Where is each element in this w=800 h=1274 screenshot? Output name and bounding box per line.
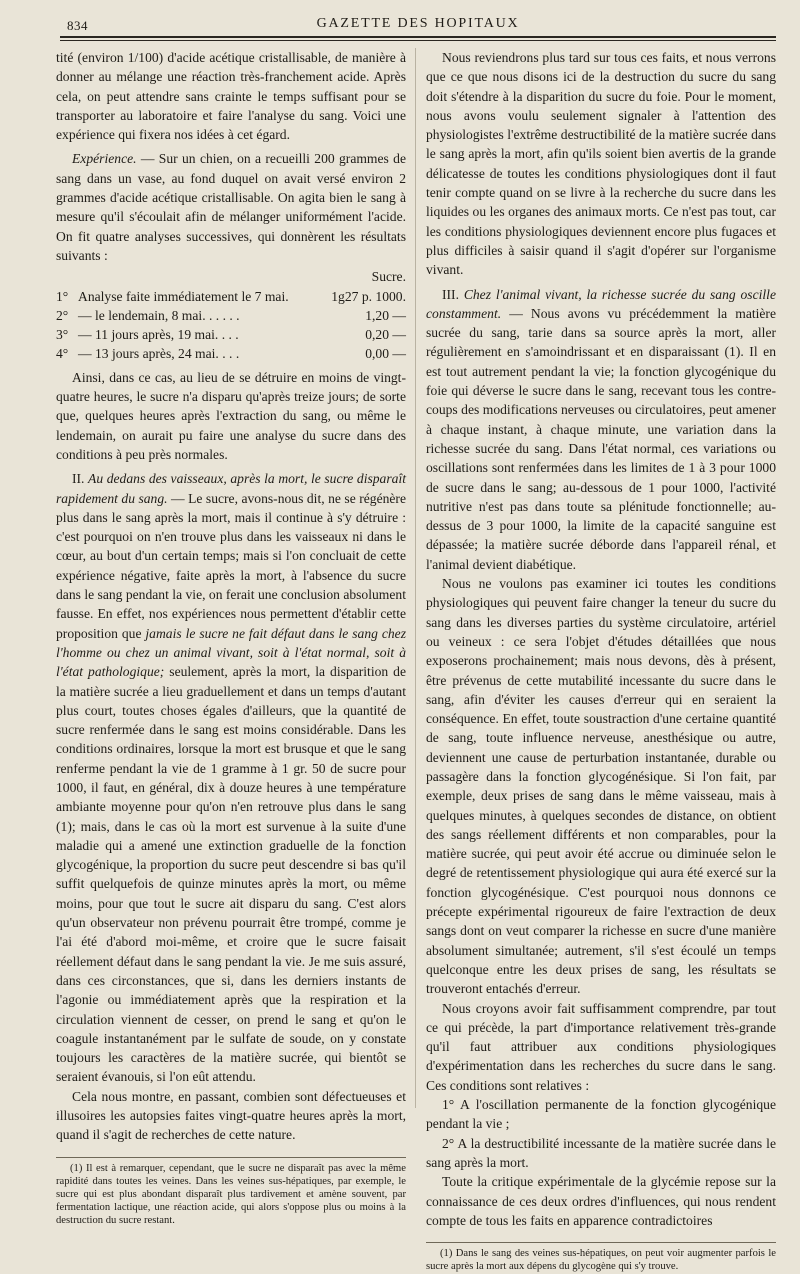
header-rule-thin xyxy=(60,40,776,41)
row-value: 1g27 p. 1000. xyxy=(331,288,406,304)
page-header xyxy=(60,10,776,34)
row-description: — 11 jours après, 19 mai. . . . xyxy=(78,327,239,343)
experiment-lead: Expérience. xyxy=(72,151,137,167)
row-number: 4° xyxy=(56,346,69,362)
page-number: 834 xyxy=(67,18,88,33)
column-divider xyxy=(415,48,416,1108)
section-iii-paragraph xyxy=(426,285,776,574)
left-paragraph-5: Cela nous montre, en passant, combien sont défectueuses et illusoires les autopsies faites vingt-quatre heures après la mort, quand il s'agit de recherches de cette nature. xyxy=(56,1088,406,1143)
left-column xyxy=(56,48,406,1228)
section-iii-lead: Chez l'animal vivant, la richesse sucrée du sang oscille constamment. xyxy=(426,286,776,321)
row-number: 3° xyxy=(56,327,69,343)
row-number: 2° xyxy=(56,307,69,323)
row-value: 1,20 — xyxy=(365,307,406,323)
row-value: 0,20 — xyxy=(365,327,406,343)
right-paragraph-1: Nous reviendrons plus tard sur tous ces faits, et nous verrons que ce que nous disons ici de la destruction du sucre du sang doit s'étendre à la disparition du sucre du foie. Pour le moment, nous avons voulu seulement signaler à l'attention des physiologistes l'extrême destructibilité de la matière sucrée dans le sang après la mort, afin qu'ils soient bien avertis de la grande délicatesse de toutes les conditions physiologiques dont il faut tenir compte quand on se livre à la recherche du sucre dans les liquides ou les organes des animaux morts. Ce n'est pas tout, car les conditions physiologiques deviennent encore plus fugaces et plus difficiles à saisir quand il s'agit d'opérer sur l'organisme vivant. xyxy=(426,50,776,278)
section-iii-text: — Nous avons vu précédemment la matière sucrée du sang, tarie dans sa source après la mort, aller régulièrement en s'amoindrissant et en disparaissant (1). Il en est tout autrement pendant la vie; la fonction glycogénique du foie qui déverse le sucre dans le sang, recevant tous les contre-coups des modifications nerveuses ou circulatoires, peut amener à chaque instant, à chaque minute, une variation dans la richesse sucrée du sang. Dans l'état normal, ces variations ou oscillations sont renfermées dans les limites de 1 à 3 pour 1000 de sucre dans le sang; au-dessous de 1 pour 1000, l'activité nutritive n'est pas dans toute sa plénitude fonctionnelle; au-dessus de 3 pour 1000, la limite de la capacité sanguine est dépassée; la matière sucrée déborde dans l'appareil rénal, et l'animal devient diabétique. xyxy=(426,305,776,572)
section-ii-text-a: — Le sucre, avons-nous dit, ne se régénère plus dans le sang après la mort, mais il continue à s'y détruire : c'est pourquoi on n'en trouve plus dans les vaisseaux ni dans le cœur, au bout d'un certain temps; mais si l'on concluait de cette expérience négative, faite après la mort, à l'absence du sucre dans le sang pendant la vie, on ferait une conclusion absolument fausse. En effet, nos expériences nous permettent d'établir cette proposition que xyxy=(56,490,406,641)
experiment-paragraph xyxy=(56,149,406,265)
left-footnotes xyxy=(56,1157,406,1228)
section-ii-text-b: seulement, après la mort, la disparition de la matière sucrée a lieu graduellement et dans un temps d'autant plus court, toutes choses égales d'ailleurs, que la quantité de sucre renfermée dans le sang est moins considérable. Dans les conditions ordinaires, lorsque la mort est brusque et que le sang renferme pendant la vie de 1 gramme à 1 gr. 50 de sucre pour 1000, il faut, en général, dix à douze heures à une température ambiante moyenne pour qu'on n'en retrouve plus dans le sang (1); mais, dans le cas où la mort est survenue à la suite d'une maladie qui a amené une extinction graduelle de la fonction glycogénique, la proportion du sucre peut descendre si bas qu'il suffit quelquefois de quinze minutes après la mort, ou même moins, pour que tout le sucre ait disparu du sang. C'est alors qu'un observateur non prévenu pourrait être trompé, comme je l'ai été d'abord moi-même, et croire que le sucre faisait réellement défaut dans le sang pendant la vie. Je me suis assuré, dans ces circonstances, que si, dans les derniers instants de l'agonie ou immédiatement après que la respiration et la circulation viennent de cesser, on prend le sang et qu'on le coagule instantanément par le sulfate de soude, on y constate toujours les caractères de la matière sucrée, qui bientôt se seraient évanouis, si l'on eût attendu. xyxy=(56,664,406,1085)
row-number: 1° xyxy=(56,288,69,304)
row-description: Analyse faite immédiatement le 7 mai. xyxy=(78,288,289,304)
row-description: — le lendemain, 8 mai. . . . . . xyxy=(78,307,240,323)
table-header-row xyxy=(56,267,406,286)
right-paragraph-7: Toute la critique expérimentale de la glycémie repose sur la connaissance de ces deux ordres d'influences, qui nous rendent compte de tous les faits en apparence contradictoires xyxy=(426,1174,776,1228)
row-description: — 13 jours après, 24 mai. . . . xyxy=(78,346,240,362)
section-ii-italic-proposition: jamais le sucre ne fait défaut dans le sang chez l'homme ou chez un animal vivant, soit à l'état normal, soit à l'état pathologique; xyxy=(56,625,406,680)
section-iii-number: III. xyxy=(442,286,459,302)
left-paragraph-3: Ainsi, dans ce cas, au lieu de se détruire en moins de vingt-quatre heures, le sucre n'a disparu qu'après treize jours; de sorte que, quelques heures après l'extraction du sang, ou même le lendemain, on aurait pu faire une analyse du sucre dans des conditions à peu près normales. xyxy=(56,369,406,462)
right-footnotes xyxy=(426,1242,776,1273)
right-list-item-2: 2° A la destructibilité incessante de la matière sucrée dans le sang après la mort. xyxy=(426,1135,776,1170)
row-value: 0,00 — xyxy=(365,346,406,362)
header-rule-thick xyxy=(60,36,776,38)
table-row xyxy=(56,325,406,344)
running-title: GAZETTE DES HOPITAUX xyxy=(316,16,520,31)
left-footnote: (1) Il est à remarquer, cependant, que le sucre ne disparaît pas avec la même rapidité dans toutes les veines. Dans les veines sus-hépatiques, par exemple, le sucre qui est plus abondant disparaît plus tardivement et amène souvent, par fermentation lactique, une réaction acide, qui alors s'oppose plus ou moins à la destruction du sucre restant. xyxy=(56,1162,406,1227)
right-footnote: (1) Dans le sang des veines sus-hépatiques, on peut voir augmenter parfois le sucre après la mort aux dépens du glycogène qui s'y trouve. xyxy=(426,1248,776,1273)
section-ii-number: II. xyxy=(72,471,85,487)
table-row xyxy=(56,344,406,363)
table-row xyxy=(56,306,406,325)
right-list-item-1: 1° A l'oscillation permanente de la fonction glycogénique pendant la vie ; xyxy=(426,1097,776,1132)
right-column xyxy=(426,48,776,1274)
section-ii-lead: Au dedans des vaisseaux, après la mort, le sucre disparaît rapidement du sang. xyxy=(56,471,406,506)
experiment-text: — Sur un chien, on a recueilli 200 grammes de sang dans un vase, au fond duquel on avait versé environ 2 grammes d'acide acétique cristallisable. On agita bien le sang à mesure qu'il s'écoulait afin de mélanger uniformément l'acide. On fit quatre analyses successives, qui donnèrent les résultats suivants : xyxy=(56,151,406,263)
table-row xyxy=(56,287,406,306)
right-paragraph-4: Nous croyons avoir fait suffisamment comprendre, par tout ce qui précède, la part d'importance relativement très-grande qu'il faut attribuer aux conditions physiologiques d'expérimentation dans les recherches du sucre dans le sang. Ces conditions sont relatives : xyxy=(426,1000,776,1093)
left-paragraph-1: tité (environ 1/100) d'acide acétique cristallisable, de manière à donner au mélange une réaction très-franchement acide. Après cela, on peut attendre sans crainte le temps suffisant pour se transporter au laboratoire et faire l'analyse du sang. Voici une expérience qui fixera nos idées à cet égard. xyxy=(56,50,406,143)
right-paragraph-3: Nous ne voulons pas examiner ici toutes les conditions physiologiques qui peuvent faire changer la teneur du sucre du sang dans les diverses parties du système circulatoire, artériel ou veineux : ce sera l'objet d'études détaillées que nous exposerons prochainement; mais nous devons, dès à présent, être prévenus de cette mutabilité incessante du sucre dans le sang, afin d'éviter les causes d'erreur qui en seraient la conséquence. En effet, toute soustraction d'une certaine quantité de sang, toute influence nerveuse, anesthésique ou autre, deviennent une cause de perturbation instantanée, durable ou passagère dans la fonction glycogénésique. Si l'on fait, par exemple, deux prises de sang dans le même vaisseau, mais à quelques minutes, à quelques secondes de distance, on obtient des sangs réellement différents et non comparables, pour la matière sucrée, qui peut avoir été accrue ou diminuée selon le degré de retentissement physiologique qui aura été exercé sur la fonction glycogénésique. C'est pourquoi nous donnons ce précepte expérimental rigoureux de faire l'extraction de deux sangs dont on veut comparer la richesse en sucre d'une manière absolument simultanée; autrement, s'il s'est écoulé un temps quelconque entre les deux prises de sang, les résultats se trouveront entachés d'erreur. xyxy=(426,576,776,997)
sugar-results-table xyxy=(56,267,406,363)
section-ii-paragraph xyxy=(56,469,406,1087)
table-header-sucre: Sucre. xyxy=(371,269,406,285)
